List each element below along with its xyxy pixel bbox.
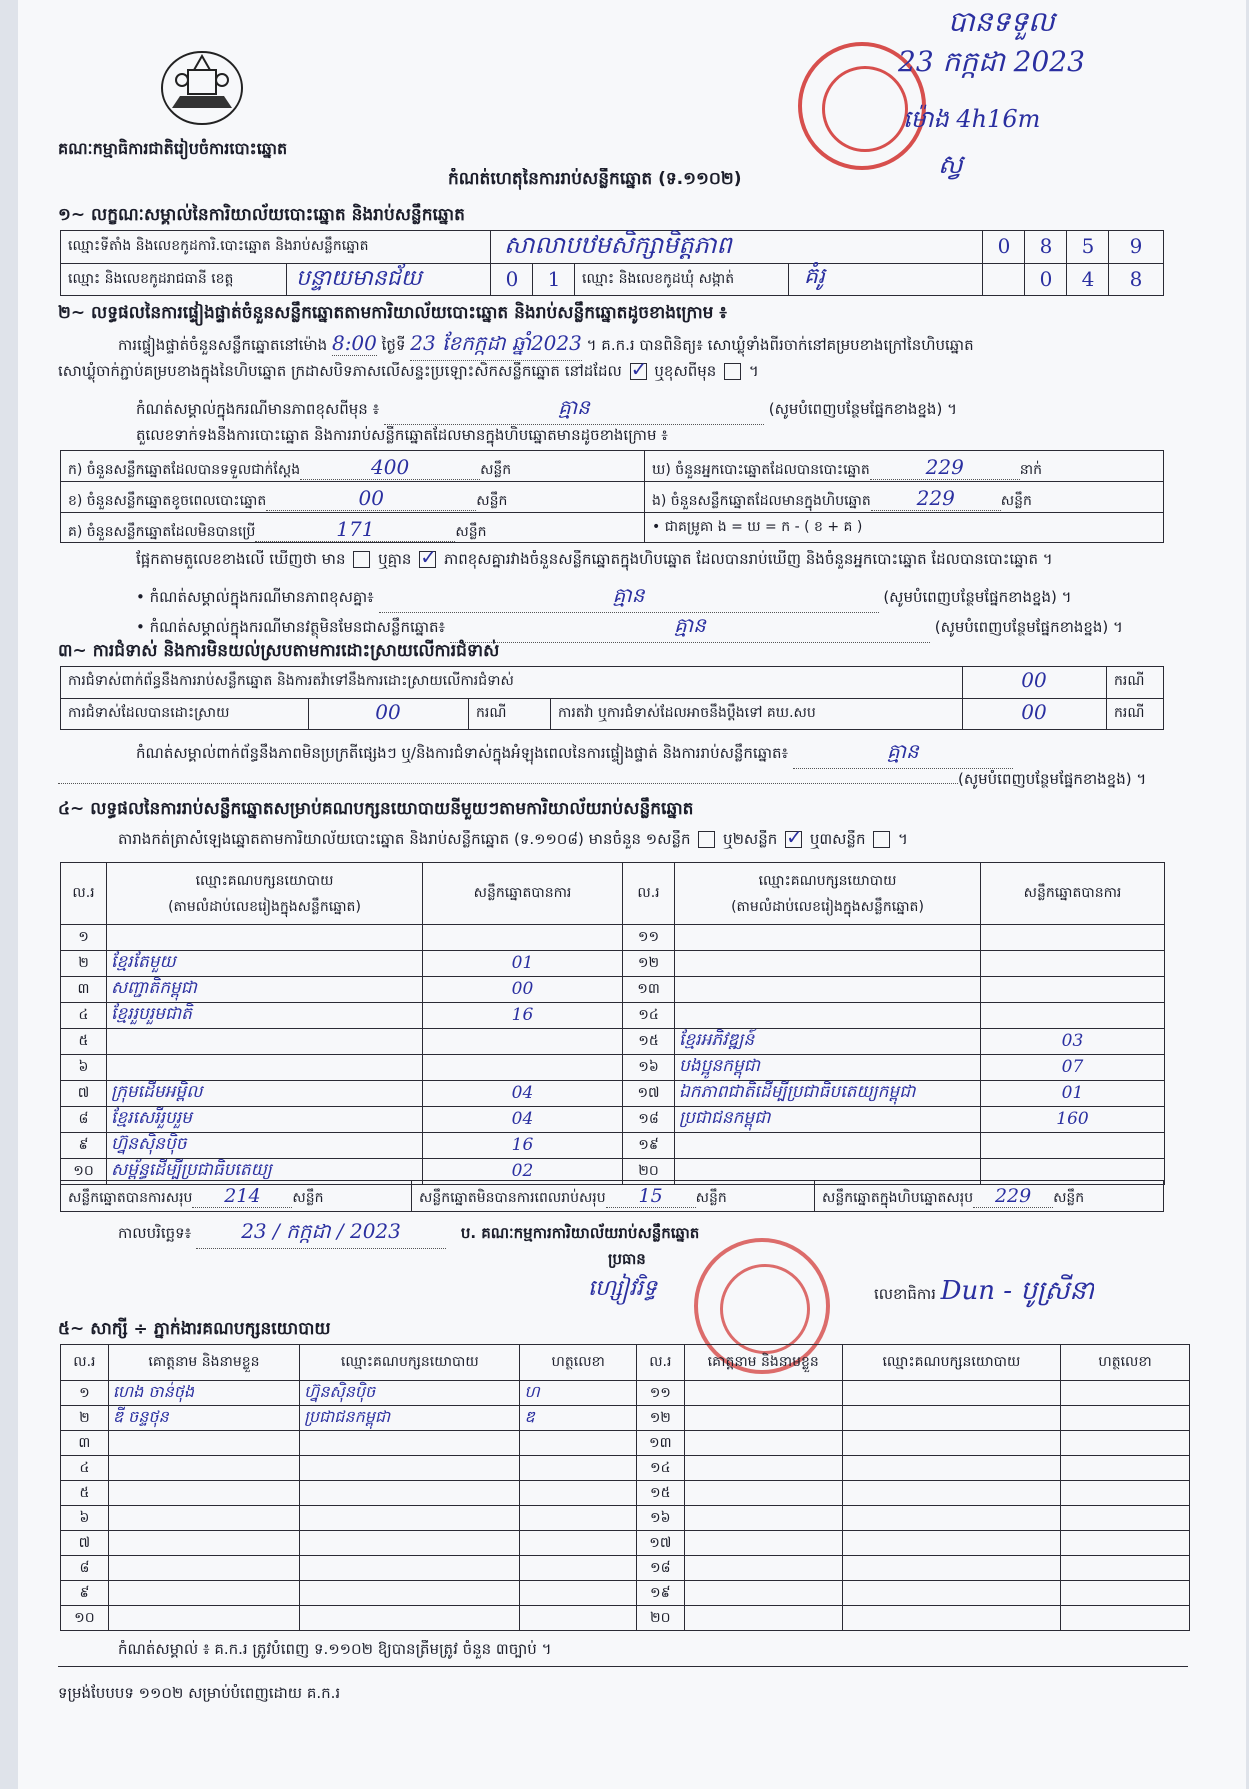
results-head-party-right: ឈ្មោះគណបក្សនយោបាយ (តាមលំដាប់លេខរៀងក្នុងសន្លឹកឆ្នោត) [675, 863, 981, 925]
witness-signature [1061, 1406, 1190, 1431]
result-party [675, 976, 981, 1002]
result-votes [423, 1054, 623, 1080]
witness-signature [520, 1431, 636, 1456]
witness-name [684, 1481, 842, 1506]
result-party [107, 925, 423, 951]
result-votes: 04 [423, 1106, 623, 1132]
witness-no: ១៣ [636, 1431, 684, 1456]
result-votes [423, 1028, 623, 1054]
witness-name [684, 1431, 842, 1456]
witness-name: ឌី ចន្ទថុន [108, 1406, 299, 1431]
result-no: ១៨ [623, 1106, 675, 1132]
invalid-votes-total: សន្លឹកឆ្នោតមិនបានការពេលរាប់សរុប 15 សន្លឹក [419, 1185, 727, 1207]
witness-name [684, 1581, 842, 1606]
witness-no: ៧ [61, 1531, 109, 1556]
irregularities-line: កំណត់សម្គាល់ពាក់ព័ន្ធនឹងភាពមិនប្រក្រតីផ្សេងៗ ឬ/និងការជំទាស់ក្នុងអំឡុងពេលនៃការផ្ទៀងផ្ទាត់ និងការរាប់សន្លឹកឆ្នោត៖ គ្មាន [136, 738, 1013, 769]
top-handwritten-initial: ស្វ [938, 150, 963, 180]
witness-name [684, 1556, 842, 1581]
witness-party [842, 1406, 1060, 1431]
result-party: សម្ព័ន្ធដើម្បីប្រជាធិបតេយ្យ [107, 1158, 423, 1184]
result-party: ខ្មែររួបរួមជាតិ [107, 1002, 423, 1028]
wit-head-name-left: គោត្តនាម និងនាមខ្លួន [108, 1345, 299, 1381]
resolved-value: 00 [375, 700, 401, 724]
ballots-in-box-row: ង) ចំនួនសន្លឹកឆ្នោតដែលមានក្នុងហិបឆ្នោត 229 សន្លឹក [652, 486, 1032, 510]
chairman-label: ប្រធាន [608, 1250, 646, 1268]
chairman-signature: ហ្សៀវរិទ្ធ [588, 1276, 657, 1301]
resolved-label: ការជំទាស់ដែលបានដោះស្រាយ [68, 705, 230, 721]
result-no: ៩ [61, 1132, 107, 1158]
wit-head-no-right: ល.រ [636, 1345, 684, 1381]
station-code-d1: 0 [997, 234, 1011, 258]
result-party: ក្រុមដើមអម្ពិល [107, 1080, 423, 1106]
result-party: ហ្វ៊ុនស៊ិនប៉ិច [107, 1132, 423, 1158]
witness-name [108, 1506, 299, 1531]
witness-party [842, 1456, 1060, 1481]
witness-row [61, 1456, 1190, 1481]
witness-no: ១៦ [636, 1506, 684, 1531]
wit-head-sig-right: ហត្ថលេខា [1061, 1345, 1190, 1381]
witness-party [842, 1581, 1060, 1606]
valid-votes-total: សន្លឹកឆ្នោតបានការសរុប 214 សន្លឹក [68, 1185, 324, 1207]
note-1-value: គ្មាន [384, 394, 764, 425]
unused-ballots-row: គ) ចំនួនសន្លឹកឆ្នោតដែលមិនបានប្រើ 171 សន្លឹក [68, 517, 487, 541]
results-row [61, 976, 1165, 1002]
witness-name [108, 1581, 299, 1606]
top-handwritten-label: បានទទួល [948, 5, 1055, 38]
result-votes [981, 925, 1165, 951]
witness-no: ៨ [61, 1556, 109, 1581]
witness-party: ហ្វ៊ុនស៊ិនប៉ិច [300, 1381, 520, 1406]
result-party [675, 950, 981, 976]
voters-voted-row: ឃ) ចំនួនអ្នកបោះឆ្នោតដែលបានបោះឆ្នោត 229 នាក់ [652, 455, 1042, 479]
station-code-d3: 5 [1081, 234, 1095, 258]
witness-signature [1061, 1581, 1190, 1606]
commune-code-d1: 0 [1039, 267, 1053, 291]
result-no: ១៣ [623, 976, 675, 1002]
tally-2-sheet-checkbox [785, 831, 802, 848]
witness-name [108, 1556, 299, 1581]
check-date-value: 23 ខែកក្កដា ឆ្នាំ2023 [410, 330, 582, 361]
witness-name [684, 1506, 842, 1531]
witness-row [61, 1406, 1190, 1431]
result-votes [981, 1002, 1165, 1028]
province-code-d1: 0 [505, 267, 519, 291]
witness-name [108, 1531, 299, 1556]
witness-party: ប្រជាជនកម្ពុជា [300, 1406, 520, 1431]
results-row [61, 1002, 1165, 1028]
result-votes: 16 [423, 1132, 623, 1158]
results-head-votes-left: សន្លឹកឆ្នោតបានការ [423, 863, 623, 925]
witness-signature [1061, 1531, 1190, 1556]
discrepancy-line: ផ្អែកតាមតួលេខខាងលើ ឃើញថា មាន ឬគ្មាន ✓ ភាពខុសគ្នារវាងចំនួនសន្លឹកឆ្នោតក្នុងហិបឆ្នោត ដែលបានរាប់ឃើញ និងចំនួនអ្នកបោះឆ្នោត ដែលបានបោះឆ្នោត ។ [136, 550, 1053, 572]
received-ballots-row: ក) ចំនួនសន្លឹកឆ្នោតដែលបានទទួលជាក់ស្តែង 400 សន្លឹក [68, 455, 512, 479]
result-no: ៦ [61, 1054, 107, 1080]
complaints-total-unit: ករណី [1114, 673, 1145, 689]
note-3-line: • កំណត់សម្គាល់ក្នុងករណីមានវត្ថុមិនមែនជាសន្លឹកឆ្នោត៖ គ្មាន (សូមបំពេញបន្ថែមផ្នែកខាងខ្នង) ។ [136, 612, 1123, 643]
result-no: ១៤ [623, 1002, 675, 1028]
footer-note: កំណត់សម្គាល់ ៖ គ.ក.រ ត្រូវបំពេញ ទ.១១០២ ឱ្យបានត្រឹមត្រូវ ចំនួន ៣ច្បាប់ ។ [118, 1640, 552, 1658]
results-head-no-right: ល.រ [623, 863, 675, 925]
results-row [61, 1080, 1165, 1106]
result-votes: 16 [423, 1002, 623, 1028]
note-1-line: កំណត់សម្គាល់ក្នុងករណីមានភាពខុសពីមុន ៖ គ្មាន (សូមបំពេញបន្ថែមផ្នែកខាងខ្នង) ។ [136, 394, 957, 425]
results-row [61, 1028, 1165, 1054]
witness-no: ១៧ [636, 1531, 684, 1556]
resolved-unit: ករណី [476, 705, 507, 721]
result-party: ខ្មែរសេរីរួបរួម [107, 1106, 423, 1132]
result-votes [981, 950, 1165, 976]
witness-row [61, 1581, 1190, 1606]
witness-row [61, 1431, 1190, 1456]
result-votes: 03 [981, 1028, 1165, 1054]
discrepancy-yes-checkbox [353, 551, 370, 568]
formula-row: • ជាគម្រូគា ង = ឃ = ក - ( ខ + គ ) [652, 519, 863, 535]
station-code-d2: 8 [1039, 234, 1053, 258]
witness-no: ៦ [61, 1506, 109, 1531]
witness-name [684, 1531, 842, 1556]
witnesses-table [60, 1344, 1190, 1631]
result-party: ខ្មែរអភិវឌ្ឍន៍ [675, 1028, 981, 1054]
irregularities-line-2: (សូមបំពេញបន្ថែមផ្នែកខាងខ្នង) ។ [58, 770, 1146, 792]
ballots-in-box-total: សន្លឹកឆ្នោតក្នុងហិបឆ្នោតសរុប 229 សន្លឹក [822, 1185, 1085, 1207]
witness-signature [1061, 1506, 1190, 1531]
witness-name [684, 1456, 842, 1481]
witness-signature [1061, 1381, 1190, 1406]
witness-signature [520, 1556, 636, 1581]
top-handwritten-date: 23 កក្កដា 2023 [898, 45, 1085, 78]
commission-name: គណៈកម្មាធិការជាតិរៀបចំការបោះឆ្នោត [58, 139, 288, 158]
witness-no: ១៨ [636, 1556, 684, 1581]
top-handwritten-time: ម៉ោង 4h16m [903, 105, 1041, 133]
witness-signature [1061, 1556, 1190, 1581]
witness-no: ២០ [636, 1606, 684, 1631]
witness-name [684, 1381, 842, 1406]
witness-row [61, 1506, 1190, 1531]
witness-row [61, 1556, 1190, 1581]
results-row [61, 950, 1165, 976]
result-no: ៣ [61, 976, 107, 1002]
seal-incorrect-checkbox [724, 363, 741, 380]
station-value: សាលាបឋមសិក្សាមិត្តភាព [504, 231, 732, 259]
wit-head-no-left: ល.រ [61, 1345, 109, 1381]
witness-party [300, 1456, 520, 1481]
witness-signature [520, 1531, 636, 1556]
result-votes: 160 [981, 1106, 1165, 1132]
nec-emblem [158, 48, 246, 128]
station-code-d4: 9 [1129, 234, 1143, 258]
witness-no: ១៤ [636, 1456, 684, 1481]
result-votes: 00 [423, 976, 623, 1002]
result-votes: 07 [981, 1054, 1165, 1080]
spoiled-ballots-row: ខ) ចំនួនសន្លឹកឆ្នោតខូចពេលបោះឆ្នោត 00 សន្លឹក [68, 486, 508, 510]
commune-code-d2: 4 [1081, 267, 1095, 291]
witness-party [842, 1431, 1060, 1456]
province-value: បន្ទាយមានជ័យ [296, 266, 422, 291]
witness-name [108, 1606, 299, 1631]
witness-party [842, 1531, 1060, 1556]
witness-row [61, 1531, 1190, 1556]
results-head-party-left: ឈ្មោះគណបក្សនយោបាយ (តាមលំដាប់លេខរៀងក្នុងសន្លឹកឆ្នោត) [107, 863, 423, 925]
witness-signature [1061, 1456, 1190, 1481]
results-row [61, 1054, 1165, 1080]
wit-head-name-right: គោត្តនាម និងនាមខ្លួន [684, 1345, 842, 1381]
result-party [675, 1132, 981, 1158]
result-party: ឯកភាពជាតិដើម្បីប្រជាធិបតេយ្យកម្ពុជា [675, 1080, 981, 1106]
witness-no: ៤ [61, 1456, 109, 1481]
witness-no: ១០ [61, 1606, 109, 1631]
result-party [675, 925, 981, 951]
witness-row [61, 1481, 1190, 1506]
appealed-unit: ករណី [1114, 705, 1145, 721]
check-day-prefix: ថ្ងៃទី [381, 336, 406, 354]
witness-party [842, 1556, 1060, 1581]
witness-name: ហេង ចាន់ថុង [108, 1381, 299, 1406]
result-party [107, 1028, 423, 1054]
province-code-d2: 1 [547, 267, 561, 291]
result-no: ១៥ [623, 1028, 675, 1054]
witness-row [61, 1606, 1190, 1631]
result-votes: 04 [423, 1080, 623, 1106]
results-row [61, 925, 1165, 951]
witness-party [842, 1606, 1060, 1631]
witness-party [842, 1381, 1060, 1406]
tally-sheet-line: តារាងកត់ត្រាសំឡេងឆ្នោតតាមការិយាល័យបោះឆ្នោត និងរាប់សន្លឹកឆ្នោត (ទ.១១០៨) មានចំនួន ១សន្លឹក ឬ២សន្លឹក ✓ ឬ៣សន្លឹក ។ [118, 830, 908, 852]
witness-name [684, 1406, 842, 1431]
result-party: ខ្មែរតែមួយ [107, 950, 423, 976]
witness-signature [1061, 1481, 1190, 1506]
province-label: ឈ្មោះ និងលេខកូដរាជធានី ខេត្ត [68, 271, 234, 287]
witness-signature [520, 1506, 636, 1531]
witness-no: ២ [61, 1406, 109, 1431]
witness-no: ១ [61, 1381, 109, 1406]
section-2-title: ២~ លទ្ធផលនៃការផ្ទៀងផ្ទាត់ចំនួនសន្លឹកឆ្នោតតាមការិយាល័យបោះឆ្នោត និងរាប់សន្លឹកឆ្នោតដូចខាងក្រោម ៖ [58, 303, 727, 323]
form-title: កំណត់ហេតុនៃការរាប់សន្លឹកឆ្នោត (ទ.១១០២) [448, 169, 742, 189]
result-party [107, 1054, 423, 1080]
result-votes [981, 1132, 1165, 1158]
result-no: ១០ [61, 1158, 107, 1184]
complaints-total-value: 00 [1021, 668, 1047, 692]
check-time-value: 8:00 [331, 331, 377, 355]
result-votes: 02 [423, 1158, 623, 1184]
result-no: ១៩ [623, 1132, 675, 1158]
result-votes: 01 [423, 950, 623, 976]
witness-party [300, 1556, 520, 1581]
witness-no: ១៩ [636, 1581, 684, 1606]
result-no: ១ [61, 925, 107, 951]
complaints-total-label: ការជំទាស់ពាក់ព័ន្ធនឹងការរាប់សន្លឹកឆ្នោត និងការតវ៉ាទៅនឹងការដោះស្រាយលើការជំទាស់ [68, 673, 514, 689]
witness-party [300, 1506, 520, 1531]
witness-party [300, 1581, 520, 1606]
witness-signature [520, 1606, 636, 1631]
witness-party [300, 1606, 520, 1631]
witness-row [61, 1381, 1190, 1406]
witness-name [108, 1456, 299, 1481]
result-votes: 01 [981, 1080, 1165, 1106]
commune-label: ឈ្មោះ និងលេខកូដឃុំ សង្កាត់ [582, 271, 735, 287]
section-5-title: ៥~ សាក្សី ÷ ភ្នាក់ងារគណបក្សនយោបាយ [58, 1319, 331, 1339]
result-votes [423, 925, 623, 951]
witness-no: ១២ [636, 1406, 684, 1431]
section-3-title: ៣~ ការជំទាស់ និងការមិនយល់ស្របតាមការដោះស្រាយលើការជំទាស់ [58, 641, 500, 661]
result-party: ប្រជាជនកម្ពុជា [675, 1106, 981, 1132]
result-no: ១១ [623, 925, 675, 951]
witness-party [300, 1481, 520, 1506]
wit-head-party-right: ឈ្មោះគណបក្សនយោបាយ [842, 1345, 1060, 1381]
seal-or-incorrect: ឬខុសពីមុន [654, 362, 717, 380]
section-4-title: ៤~ លទ្ធផលនៃការរាប់សន្លឹកឆ្នោតសម្រាប់គណបក្សនយោបាយនីមួយៗតាមការិយាល័យរាប់សន្លឹកឆ្នោត [58, 799, 694, 819]
report-date-line: កាលបរិច្ឆេទ៖ 23 / កក្កដា / 2023 ប. គណៈកម្មការការិយាល័យរាប់សន្លឹកឆ្នោត [118, 1218, 699, 1249]
witness-name [108, 1431, 299, 1456]
appealed-label: ការតវ៉ា ឬការជំទាស់ដែលអាចនឹងប្តឹងទៅ គឃ.សប [558, 705, 816, 721]
footer-form-ref: ទម្រង់បែបបទ ១១០២ សម្រាប់បំពេញដោយ គ.ក.រ [58, 1684, 341, 1702]
discrepancy-no-checkbox [419, 551, 436, 568]
witness-no: ៩ [61, 1581, 109, 1606]
witness-name [684, 1606, 842, 1631]
result-party [675, 1002, 981, 1028]
witness-signature: ឌ [520, 1406, 636, 1431]
check-time-prefix: ការផ្ទៀងផ្ទាត់ចំនួនសន្លឹកឆ្នោតនៅម៉ោង [118, 336, 328, 354]
result-no: ២០ [623, 1158, 675, 1184]
results-row [61, 1106, 1165, 1132]
secretary-line: លេខាធិការ Dun - បូស្រីនា [874, 1276, 1095, 1306]
commune-value: គំរូ [804, 264, 825, 289]
result-party: បងប្អូនកម្ពុជា [675, 1054, 981, 1080]
ballot-report-form [18, 0, 1246, 1789]
result-party: សញ្ជាតិកម្ពុជា [107, 976, 423, 1002]
ballot-counts-intro: តួលេខទាក់ទងនឹងការបោះឆ្នោត និងការរាប់សន្លឹកឆ្នោតដែលមានក្នុងហិបឆ្នោតមានដូចខាងក្រោម ៖ [136, 426, 668, 444]
commune-code-d3: 8 [1129, 267, 1143, 291]
results-head-votes-right: សន្លឹកឆ្នោតបានការ [981, 863, 1165, 925]
result-no: ៥ [61, 1028, 107, 1054]
witness-no: ៣ [61, 1431, 109, 1456]
witness-signature [1061, 1606, 1190, 1631]
witness-signature [520, 1581, 636, 1606]
seal-correct-checkbox [630, 363, 647, 380]
witness-party [842, 1481, 1060, 1506]
results-row [61, 1132, 1165, 1158]
note-2-line: • កំណត់សម្គាល់ក្នុងករណីមានភាពខុសគ្នា៖ គ្មាន (សូមបំពេញបន្ថែមផ្នែកខាងខ្នង) ។ [136, 582, 1072, 613]
witness-party [300, 1531, 520, 1556]
result-no: ៧ [61, 1080, 107, 1106]
result-no: ៤ [61, 1002, 107, 1028]
tally-3-sheet-checkbox [873, 831, 890, 848]
witness-no: ៥ [61, 1481, 109, 1506]
result-no: ១២ [623, 950, 675, 976]
witness-party [300, 1431, 520, 1456]
wit-head-party-left: ឈ្មោះគណបក្សនយោបាយ [300, 1345, 520, 1381]
station-label: ឈ្មោះទីតាំង និងលេខកូដការិ.បោះឆ្នោត និងរាប់សន្លឹកឆ្នោត [68, 238, 369, 254]
result-no: ១៧ [623, 1080, 675, 1106]
witness-no: ១១ [636, 1381, 684, 1406]
witness-no: ១៥ [636, 1481, 684, 1506]
wit-head-sig-left: ហត្ថលេខា [520, 1345, 636, 1381]
result-no: ១៦ [623, 1054, 675, 1080]
check-time-line [118, 330, 974, 361]
appealed-value: 00 [1021, 700, 1047, 724]
witness-signature [1061, 1431, 1190, 1456]
result-no: ៨ [61, 1106, 107, 1132]
witness-party [842, 1506, 1060, 1531]
witness-signature [520, 1481, 636, 1506]
seal-line-text: សោឃ្លុំចាក់ភ្ជាប់គម្របខាងក្នុងនៃហិបឆ្នោត ក្រដាសបិទភាសលើសន្ទះប្រឡោះសិកសន្លឹកឆ្នោត នៅដដែល [58, 362, 622, 380]
seal-line: សោឃ្លុំចាក់ភ្ជាប់គម្របខាងក្នុងនៃហិបឆ្នោត ក្រដាសបិទភាសលើសន្ទះប្រឡោះសិកសន្លឹកឆ្នោត នៅដដែល ✓ ឬខុសពីមុន ។ [58, 362, 759, 384]
tally-1-sheet-checkbox [698, 831, 715, 848]
results-table [60, 862, 1165, 1185]
check-time-suffix: ។ គ.ក.រ បានពិនិត្យ៖ សោឃ្លុំទាំងពីរចាក់នៅគម្របខាងក្រៅនៃហិបឆ្នោត [586, 336, 974, 354]
section-1-title: ១~ លក្ខណៈសម្គាល់នៃការិយាល័យបោះឆ្នោត និងរាប់សន្លឹកឆ្នោត [58, 205, 465, 225]
witness-signature: ហ [520, 1381, 636, 1406]
witness-name [108, 1481, 299, 1506]
witness-signature [520, 1456, 636, 1481]
result-no: ២ [61, 950, 107, 976]
result-votes [981, 976, 1165, 1002]
results-head-no-left: ល.រ [61, 863, 107, 925]
